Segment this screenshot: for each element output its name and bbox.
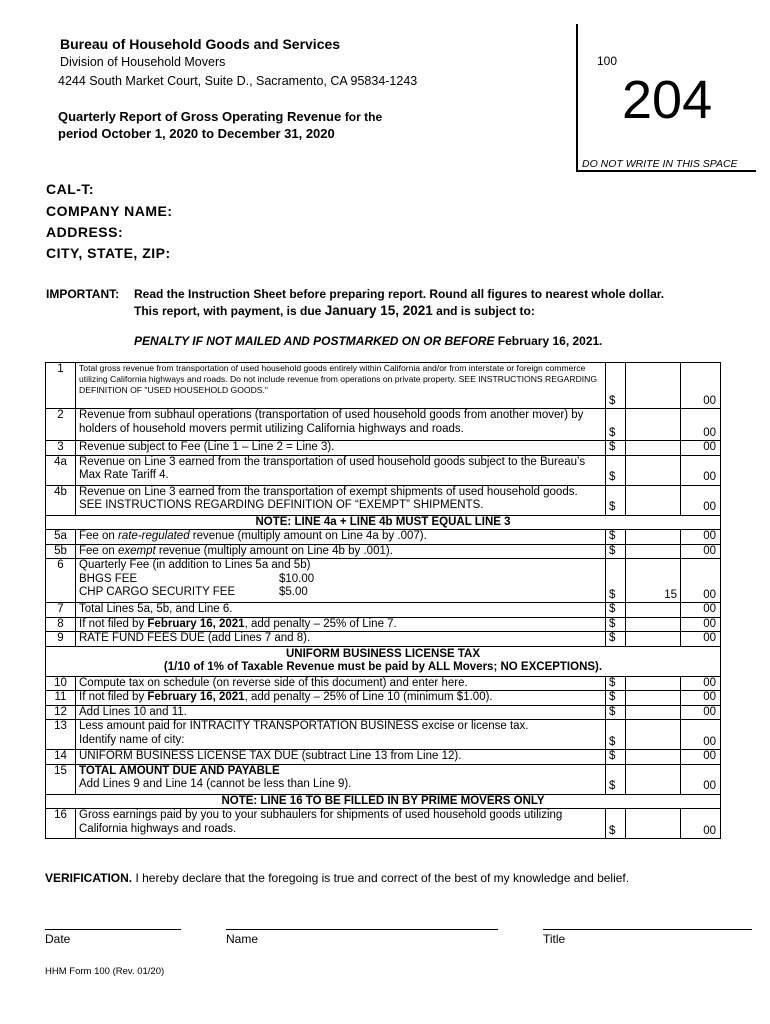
line-description: If not filed by February 16, 2021, add penalty – 25% of Line 7. — [76, 617, 606, 632]
dollar-sign: $ — [606, 603, 626, 618]
table-row — [46, 632, 721, 647]
agency-address: 4244 South Market Court, Suite D., Sacramento, CA 95834-1243 — [58, 74, 418, 88]
dollar-sign: $ — [606, 617, 626, 632]
line-3-cents[interactable]: 00 — [681, 441, 721, 456]
line-6-amount[interactable]: 15 — [626, 559, 681, 603]
do-not-write-label: DO NOT WRITE IN THIS SPACE — [582, 158, 738, 170]
line-4-note: NOTE: LINE 4a + LINE 4b MUST EQUAL LINE 3 — [46, 515, 721, 530]
line-description: RATE FUND FEES DUE (add Lines 7 and 8). — [76, 632, 606, 647]
table-row — [46, 720, 721, 750]
ubl-tax-subtitle: (1/10 of 1% of Taxable Revenue must be paid by ALL Movers; NO EXCEPTIONS). — [163, 661, 603, 673]
line-15-title: TOTAL AMOUNT DUE AND PAYABLE — [79, 764, 280, 777]
dollar-sign: $ — [606, 705, 626, 720]
line-6-cents[interactable]: 00 — [681, 559, 721, 603]
line-10-cents[interactable]: 00 — [681, 676, 721, 691]
line-description: Compute tax on schedule (on reverse side of this document) and enter here. — [76, 676, 606, 691]
line-10-amount[interactable] — [626, 676, 681, 691]
line-description: Gross earnings paid by you to your subhaulers for shipments of used household goods utilizing California highways and roads. — [76, 809, 606, 839]
line-1-cents[interactable]: 00 — [681, 363, 721, 409]
line-description: Total gross revenue from transportation of used household goods entirely within California and/or from interstate or foreign commerce utilizing California highways and roads. Do not include revenue from operations on private property. SEE INSTRUCTIONS REGARDING DEFINITION OF "USED HOUSEHOLD GOODS." — [76, 363, 606, 409]
address-field[interactable]: ADDRESS: — [46, 224, 124, 240]
line-number: 8 — [46, 617, 76, 632]
line-8-amount[interactable] — [626, 617, 681, 632]
table-row — [46, 441, 721, 456]
line-15-cents[interactable]: 00 — [681, 764, 721, 794]
division-name: Division of Household Movers — [60, 55, 226, 69]
bhgs-fee: BHGS FEE $10.00 — [79, 572, 315, 585]
dollar-sign: $ — [606, 676, 626, 691]
line-4b-amount[interactable] — [626, 485, 681, 515]
line-6-text: Quarterly Fee (in addition to Lines 5a and 5b) — [79, 559, 311, 571]
name-label: Name — [226, 932, 259, 946]
line-5a-amount[interactable] — [626, 530, 681, 545]
ubl-tax-title: UNIFORM BUSINESS LICENSE TAX — [285, 647, 481, 660]
form-revision: HHM Form 100 (Rev. 01/20) — [45, 966, 165, 977]
line-14-cents[interactable]: 00 — [681, 750, 721, 765]
line-number: 2 — [46, 409, 76, 441]
line-number: 13 — [46, 720, 76, 750]
date-signature-line[interactable] — [45, 929, 181, 930]
city-state-zip-field[interactable]: CITY, STATE, ZIP: — [46, 245, 171, 261]
line-9-amount[interactable] — [626, 632, 681, 647]
due-date-notice: This report, with payment, is due January 15, 2021 and is subject to: — [134, 303, 535, 318]
line-9-cents[interactable]: 00 — [681, 632, 721, 647]
dollar-sign: $ — [606, 455, 626, 485]
table-row — [46, 485, 721, 515]
dollar-sign: $ — [606, 632, 626, 647]
table-row — [46, 646, 721, 676]
line-11-cents[interactable]: 00 — [681, 691, 721, 706]
dollar-sign: $ — [606, 559, 626, 603]
dollar-sign: $ — [606, 441, 626, 456]
line-8-cents[interactable]: 00 — [681, 617, 721, 632]
dollar-sign: $ — [606, 750, 626, 765]
table-row — [46, 455, 721, 485]
dollar-sign: $ — [606, 544, 626, 559]
dollar-sign: $ — [606, 363, 626, 409]
line-description: Fee on rate-regulated revenue (multiply amount on Line 4a by .007). — [76, 530, 606, 545]
line-description: Total Lines 5a, 5b, and Line 6. — [76, 603, 606, 618]
penalty-notice: PENALTY IF NOT MAILED AND POSTMARKED ON OR BEFORE February 16, 2021. — [134, 334, 603, 348]
table-row — [46, 409, 721, 441]
important-label: IMPORTANT: — [46, 287, 120, 301]
line-2-amount[interactable] — [626, 409, 681, 441]
dollar-sign: $ — [606, 485, 626, 515]
line-number: 10 — [46, 676, 76, 691]
line-description: Revenue on Line 3 earned from the transportation of used household goods subject to the Bureau’s Max Rate Tariff 4. — [76, 455, 606, 485]
table-row — [46, 676, 721, 691]
form-number: 204 — [622, 70, 713, 130]
chp-cargo-fee: CHP CARGO SECURITY FEE $5.00 — [79, 586, 308, 598]
line-number: 5b — [46, 544, 76, 559]
line-13-amount[interactable] — [626, 720, 681, 750]
line-description: UNIFORM BUSINESS LICENSE TAX DUE (subtract Line 13 from Line 12). — [76, 750, 606, 765]
line-2-cents[interactable]: 00 — [681, 409, 721, 441]
line-number: 7 — [46, 603, 76, 618]
line-description: Add Lines 10 and 11. — [76, 705, 606, 720]
table-row — [46, 794, 721, 809]
line-4b-cents[interactable]: 00 — [681, 485, 721, 515]
line-1-amount[interactable] — [626, 363, 681, 409]
line-16-amount[interactable] — [626, 809, 681, 839]
line-13-text: Less amount paid for INTRACITY TRANSPORTATION BUSINESS excise or license tax. — [79, 720, 529, 732]
line-5a-cents[interactable]: 00 — [681, 530, 721, 545]
line-15-amount[interactable] — [626, 764, 681, 794]
office-box-left-border — [576, 24, 578, 172]
ubl-tax-heading — [46, 646, 721, 676]
dollar-sign: $ — [606, 720, 626, 750]
line-number: 5a — [46, 530, 76, 545]
table-row — [46, 544, 721, 559]
line-7-cents[interactable]: 00 — [681, 603, 721, 618]
line-number: 4a — [46, 455, 76, 485]
important-instruction: Read the Instruction Sheet before preparing report. Round all figures to nearest whole dollar. — [134, 287, 665, 301]
line-number: 1 — [46, 363, 76, 409]
company-name-field[interactable]: COMPANY NAME: — [46, 203, 173, 219]
dollar-sign: $ — [606, 764, 626, 794]
line-number: 4b — [46, 485, 76, 515]
city-name-field[interactable]: Identify name of city: — [79, 733, 185, 746]
title-signature-line[interactable] — [543, 929, 752, 930]
verification-statement: VERIFICATION. I hereby declare that the foregoing is true and correct of the best of my knowledge and belief. — [45, 871, 630, 885]
dollar-sign: $ — [606, 809, 626, 839]
line-number: 3 — [46, 441, 76, 456]
line-13-cents[interactable]: 00 — [681, 720, 721, 750]
line-14-amount[interactable] — [626, 750, 681, 765]
table-row — [46, 691, 721, 706]
table-row — [46, 515, 721, 530]
calt-field[interactable]: CAL-T: — [46, 181, 95, 197]
dollar-sign: $ — [606, 691, 626, 706]
line-11-amount[interactable] — [626, 691, 681, 706]
line-number: 6 — [46, 559, 76, 603]
line-description — [76, 720, 606, 750]
line-number: 12 — [46, 705, 76, 720]
line-number: 16 — [46, 809, 76, 839]
table-row — [46, 530, 721, 545]
line-16-cents[interactable]: 00 — [681, 809, 721, 839]
line-number: 15 — [46, 764, 76, 794]
table-row — [46, 809, 721, 839]
line-4a-amount[interactable] — [626, 455, 681, 485]
dollar-sign: $ — [606, 530, 626, 545]
table-row — [46, 764, 721, 794]
line-description — [76, 559, 606, 603]
table-row — [46, 559, 721, 603]
line-5b-cents[interactable]: 00 — [681, 544, 721, 559]
report-title: Quarterly Report of Gross Operating Revenue for the — [58, 109, 383, 124]
dollar-sign: $ — [606, 409, 626, 441]
line-description — [76, 764, 606, 794]
line-number: 14 — [46, 750, 76, 765]
table-row — [46, 705, 721, 720]
line-description: Fee on exempt revenue (multiply amount on Line 4b by .001). — [76, 544, 606, 559]
revenue-lines-table — [45, 362, 721, 839]
date-label: Date — [45, 932, 71, 946]
line-description: If not filed by February 16, 2021, add penalty – 25% of Line 10 (minimum $1.00). — [76, 691, 606, 706]
line-15-text: Add Lines 9 and Line 14 (cannot be less than Line 9). — [79, 778, 352, 790]
form-series: 100 — [597, 54, 618, 68]
table-row — [46, 363, 721, 409]
line-16-note: NOTE: LINE 16 TO BE FILLED IN BY PRIME MOVERS ONLY — [46, 794, 721, 809]
table-row — [46, 603, 721, 618]
line-description: Revenue subject to Fee (Line 1 – Line 2 = Line 3). — [76, 441, 606, 456]
table-row — [46, 750, 721, 765]
office-box-bottom-border — [576, 170, 756, 172]
name-signature-line[interactable] — [226, 929, 498, 930]
line-number: 11 — [46, 691, 76, 706]
line-3-amount[interactable] — [626, 441, 681, 456]
line-description: Revenue on Line 3 earned from the transportation of exempt shipments of used household goods. SEE INSTRUCTIONS REGARDING DEFINITION OF “EXEMPT” SHIPMENTS. — [76, 485, 606, 515]
line-12-amount[interactable] — [626, 705, 681, 720]
line-7-amount[interactable] — [626, 603, 681, 618]
line-12-cents[interactable]: 00 — [681, 705, 721, 720]
line-5b-amount[interactable] — [626, 544, 681, 559]
line-number: 9 — [46, 632, 76, 647]
table-row — [46, 617, 721, 632]
report-period: period October 1, 2020 to December 31, 2020 — [58, 126, 335, 141]
line-4a-cents[interactable]: 00 — [681, 455, 721, 485]
title-label: Title — [543, 932, 566, 946]
agency-name: Bureau of Household Goods and Services — [60, 36, 341, 52]
line-description: Revenue from subhaul operations (transportation of used household goods from another mover) by holders of household movers permit utilizing California highways and roads. — [76, 409, 606, 441]
